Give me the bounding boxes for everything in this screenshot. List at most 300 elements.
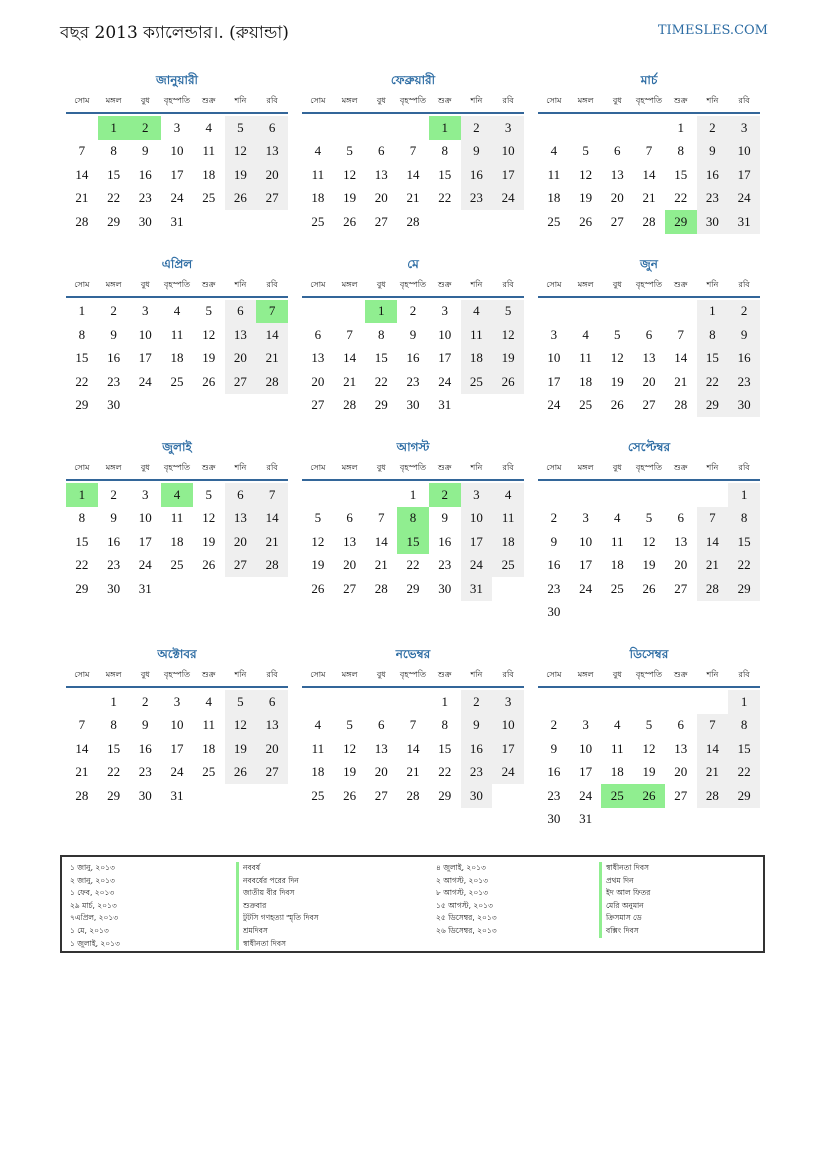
weekday-label: রবি [266,279,278,289]
month-name: আগস্ট [396,440,430,454]
day-cell: 29 [438,787,452,803]
day-cell: 22 [75,373,89,389]
day-cell: 5 [205,303,212,319]
day-cell: 12 [225,714,257,738]
day-cell: 15 [75,533,89,549]
empty-cell [633,690,665,714]
day-cell: 17 [728,163,760,187]
holiday-names-right [599,862,650,938]
day-cell: 14 [75,166,89,182]
weekday-label: সোম [310,96,326,105]
weekday-header [66,664,288,688]
day-cell: 4 [205,119,212,135]
empty-cell [334,483,366,507]
holiday-name: শুক্রবার [236,900,319,913]
weekday-label: বৃহস্পতি [399,96,427,105]
day-cell: 23 [438,557,452,573]
day-cell: 25 [170,557,184,573]
day-cell: 30 [438,580,452,596]
month-block [66,254,288,418]
day-cell: 10 [138,326,152,342]
day-cell: 24 [461,554,493,578]
day-cell: 12 [225,140,257,164]
empty-cell [334,690,366,714]
empty-cell [570,690,602,714]
day-cell: 24 [492,187,524,211]
day-cell: 3 [441,303,448,319]
day-cell: 15 [728,737,760,761]
weekday-label: মঙ্গল [341,670,358,679]
day-cell: 16 [107,350,121,366]
day-cell: 8 [441,143,448,159]
day-cell: 27 [343,580,357,596]
days-grid [66,690,288,808]
weekday-label: রবি [738,279,750,289]
day-cell: 24 [138,557,152,573]
day-cell: 30 [138,213,152,229]
day-cell: 8 [697,323,729,347]
day-cell: 11 [311,166,325,182]
day-cell: 27 [256,761,288,785]
day-cell: 2 [461,690,493,714]
weekday-label: মঙ্গল [577,463,594,472]
day-cell: 18 [170,533,184,549]
day-cell: 15 [674,166,688,182]
weekday-label: শুক্র [201,463,216,472]
day-cell: 9 [728,323,760,347]
day-cell: 28 [642,213,656,229]
day-cell: 29 [75,397,89,413]
day-cell: 14 [406,166,420,182]
day-cell: 3 [492,116,524,140]
empty-cell [601,690,633,714]
day-cell: 12 [343,740,357,756]
holiday-date: ১ জুলাই, ২০১৩ [70,938,120,948]
day-cell: 19 [579,190,593,206]
day-cell: 21 [406,764,420,780]
day-cell: 17 [579,557,593,573]
weekday-label: মঙ্গল [105,670,122,679]
weekday-label: রবি [502,463,514,472]
day-cell: 22 [438,764,452,780]
day-cell: 18 [579,373,593,389]
day-cell: 19 [202,533,216,549]
weekday-label: বৃহস্পতি [635,96,663,105]
day-cell: 10 [579,533,593,549]
day-cell: 2 [461,116,493,140]
weekday-header [66,90,288,114]
day-cell: 26 [343,213,357,229]
day-cell: 20 [311,373,325,389]
day-cell: 20 [374,190,388,206]
weekday-label: মঙ্গল [341,96,358,105]
weekday-label: রবি [502,96,514,105]
weekday-label: বুধ [612,96,622,105]
day-cell: 17 [492,737,524,761]
empty-cell [570,300,602,324]
empty-cell [66,690,98,714]
empty-cell [570,483,602,507]
day-cell: 16 [547,764,561,780]
weekday-label: শনি [706,96,719,105]
empty-cell [397,116,429,140]
weekday-label: রবি [502,279,514,289]
month-block [66,437,288,624]
day-cell: 27 [374,787,388,803]
day-cell: 1 [365,300,397,324]
day-cell: 16 [138,166,152,182]
day-cell: 4 [614,717,621,733]
weekday-label: রবি [738,96,750,105]
day-cell: 4 [492,483,524,507]
day-cell: 15 [107,740,121,756]
day-cell: 28 [75,787,89,803]
days-grid [66,300,288,418]
day-cell: 17 [170,740,184,756]
day-cell: 23 [138,190,152,206]
day-cell: 1 [441,693,448,709]
day-cell: 11 [311,740,325,756]
day-cell: 5 [346,717,353,733]
day-cell: 1 [728,483,760,507]
day-cell: 1 [429,116,461,140]
day-cell: 21 [406,190,420,206]
holiday-name: টুটসি গণহত্যা স্মৃতি দিবস [236,912,319,925]
day-cell: 5 [645,510,653,526]
day-cell: 23 [697,187,729,211]
day-cell: 17 [461,530,493,554]
empty-cell [302,483,334,507]
day-cell: 18 [311,190,325,206]
weekday-label: শুক্র [673,670,688,679]
day-cell: 7 [697,507,729,531]
day-cell: 12 [642,740,656,756]
day-cell: 5 [225,690,257,714]
day-cell: 17 [579,764,593,780]
day-cell: 10 [438,326,452,342]
day-cell: 6 [677,717,684,733]
day-cell: 28 [75,213,89,229]
weekday-header [66,457,288,481]
weekday-label: রবি [266,96,278,105]
day-cell: 6 [256,690,288,714]
day-cell: 20 [674,557,688,573]
day-cell: 13 [225,507,257,531]
empty-cell [665,483,697,507]
holiday-date: ১ মে, ২০১৩ [70,925,109,935]
day-cell: 31 [579,811,593,827]
day-cell: 23 [406,373,420,389]
day-cell: 24 [170,764,184,780]
day-cell: 24 [579,580,593,596]
holiday-names-left [236,862,319,950]
month-block [66,644,288,831]
day-cell: 2 [409,303,417,319]
weekday-label: বৃহস্পতি [399,463,427,472]
day-cell: 10 [547,350,561,366]
day-cell: 22 [75,557,89,573]
day-cell: 21 [697,554,729,578]
day-cell: 24 [438,373,452,389]
days-grid [66,116,288,234]
day-cell: 27 [311,397,325,413]
empty-cell [665,690,697,714]
day-cell: 14 [256,507,288,531]
day-cell: 16 [107,533,121,549]
day-cell: 6 [225,300,257,324]
day-cell: 4 [161,483,193,507]
day-cell: 25 [311,213,325,229]
holiday-dates-right [436,862,497,938]
weekday-label: মঙ্গল [105,96,122,105]
day-cell: 25 [202,190,216,206]
holiday-name: ইদ আল ফিতর [599,887,650,900]
day-cell: 12 [610,350,624,366]
weekday-label: সোম [74,463,90,472]
day-cell: 9 [110,510,117,526]
day-cell: 7 [645,143,653,159]
weekday-label: বুধ [612,463,622,472]
day-cell: 12 [311,533,325,549]
weekday-label: বৃহস্পতি [635,670,663,679]
day-cell: 29 [697,394,729,418]
weekday-label: বুধ [140,463,150,472]
day-cell: 2 [110,486,117,502]
day-cell: 10 [579,740,593,756]
day-cell: 13 [674,740,688,756]
holiday-name: ক্রিসমাস ডে [599,912,650,925]
day-cell: 2 [110,303,117,319]
day-cell: 17 [492,163,524,187]
day-cell: 14 [75,740,89,756]
holiday-name: মেরি অনুমান [599,900,650,913]
day-cell: 4 [205,693,212,709]
holiday-name: প্রথম দিন [599,875,650,888]
day-cell: 30 [406,397,420,413]
day-cell: 14 [256,323,288,347]
holiday-date: ২ আগস্ট, ২০১৩ [436,875,488,885]
day-cell: 20 [256,737,288,761]
day-cell: 3 [142,303,149,319]
day-cell: 24 [579,787,593,803]
day-cell: 16 [728,347,760,371]
weekday-label: সোম [310,670,326,679]
day-cell: 22 [728,554,760,578]
day-cell: 17 [438,350,452,366]
day-cell: 26 [492,370,524,394]
month-block [538,644,760,831]
day-cell: 9 [461,140,493,164]
weekday-header [538,90,760,114]
holiday-date: ১ ফেব, ২০১৩ [70,888,115,898]
day-cell: 21 [642,190,656,206]
empty-cell [538,690,570,714]
day-cell: 20 [256,163,288,187]
day-cell: 11 [611,740,624,756]
weekday-header [538,274,760,298]
day-cell: 29 [75,580,89,596]
weekday-header [302,664,524,688]
days-grid [538,690,760,831]
day-cell: 27 [674,580,688,596]
month-name: জুন [640,256,658,271]
day-cell: 20 [225,530,257,554]
day-cell: 26 [642,580,656,596]
day-cell: 31 [170,213,184,229]
day-cell: 3 [173,119,181,135]
month-name: জুলাই [162,440,192,454]
day-cell: 7 [697,714,729,738]
day-cell: 25 [170,373,184,389]
day-cell: 14 [406,740,420,756]
day-cell: 29 [665,210,697,234]
day-cell: 6 [645,326,653,342]
empty-cell [570,116,602,140]
day-cell: 25 [610,580,624,596]
day-cell: 26 [225,187,257,211]
weekday-label: সোম [546,279,562,289]
day-cell: 27 [674,787,688,803]
day-cell: 18 [461,347,493,371]
day-cell: 20 [225,347,257,371]
day-cell: 28 [406,787,420,803]
month-block [538,70,760,234]
day-cell: 6 [314,326,322,342]
day-cell: 8 [728,507,760,531]
day-cell: 14 [374,533,388,549]
day-cell: 30 [107,397,121,413]
weekday-label: শুক্র [201,670,216,679]
day-cell: 14 [642,166,656,182]
empty-cell [601,116,633,140]
day-cell: 29 [107,213,121,229]
weekday-label: রবি [738,463,750,472]
holiday-date: ৮ আগস্ট, ২০১৩ [436,888,488,898]
weekday-label: মঙ্গল [105,279,122,289]
day-cell: 5 [205,486,212,502]
day-cell: 13 [674,533,688,549]
day-cell: 11 [547,166,561,182]
day-cell: 8 [78,510,86,526]
weekday-label: বুধ [376,279,386,289]
day-cell: 26 [343,787,357,803]
day-cell: 28 [374,580,388,596]
holiday-name: স্বাধীনতা দিবস [236,938,319,951]
holiday-name: নববর্ষ [236,862,319,875]
weekday-label: শুক্র [437,96,452,105]
day-cell: 19 [225,163,257,187]
weekday-label: বুধ [376,96,386,105]
day-cell: 14 [697,530,729,554]
site-link[interactable]: TIMESLES.COM [657,23,768,38]
day-cell: 28 [256,554,288,578]
day-cell: 9 [142,717,149,733]
day-cell: 8 [78,326,86,342]
weekday-label: বৃহস্পতি [163,670,191,679]
day-cell: 21 [75,190,89,206]
day-cell: 16 [547,557,561,573]
holiday-dates-left [70,862,120,950]
day-cell: 28 [343,397,357,413]
day-cell: 22 [406,557,420,573]
day-cell: 7 [78,717,86,733]
day-cell: 8 [110,717,117,733]
weekday-label: শনি [706,279,719,289]
day-cell: 29 [107,787,121,803]
day-cell: 23 [547,580,561,596]
day-cell: 2 [129,116,161,140]
month-block [302,437,524,624]
day-cell: 1 [677,119,684,135]
day-cell: 13 [374,740,388,756]
empty-cell [601,300,633,324]
day-cell: 18 [170,350,184,366]
empty-cell [601,483,633,507]
weekday-label: সোম [546,463,562,472]
day-cell: 4 [582,326,589,342]
day-cell: 8 [110,143,117,159]
day-cell: 14 [343,350,357,366]
weekday-label: মঙ্গল [341,463,358,472]
day-cell: 11 [202,143,215,159]
day-cell: 21 [256,347,288,371]
day-cell: 23 [547,787,561,803]
day-cell: 9 [461,714,493,738]
empty-cell [365,116,397,140]
day-cell: 12 [642,533,656,549]
weekday-label: শনি [234,96,247,105]
day-cell: 26 [225,761,257,785]
day-cell: 26 [202,373,216,389]
day-cell: 17 [170,166,184,182]
day-cell: 31 [438,397,452,413]
day-cell: 30 [547,604,561,620]
day-cell: 12 [202,326,216,342]
day-cell: 27 [374,213,388,229]
day-cell: 8 [728,714,760,738]
day-cell: 25 [601,784,633,808]
day-cell: 18 [202,740,216,756]
day-cell: 23 [107,373,121,389]
day-cell: 25 [492,554,524,578]
day-cell: 23 [461,761,493,785]
days-grid [66,483,288,601]
day-cell: 7 [677,326,684,342]
day-cell: 19 [343,190,357,206]
empty-cell [66,116,98,140]
day-cell: 21 [75,764,89,780]
weekday-label: সোম [546,670,562,679]
day-cell: 13 [642,350,656,366]
day-cell: 14 [697,737,729,761]
day-cell: 7 [256,483,288,507]
day-cell: 27 [642,397,656,413]
day-cell: 5 [582,143,589,159]
day-cell: 27 [256,187,288,211]
day-cell: 13 [256,714,288,738]
day-cell: 20 [374,764,388,780]
day-cell: 30 [697,210,729,234]
day-cell: 29 [406,580,420,596]
day-cell: 17 [138,350,152,366]
day-cell: 9 [409,326,417,342]
day-cell: 29 [728,577,760,601]
month-block [538,437,760,624]
day-cell: 30 [547,811,561,827]
day-cell: 1 [697,300,729,324]
day-cell: 6 [677,510,684,526]
day-cell: 25 [547,213,561,229]
